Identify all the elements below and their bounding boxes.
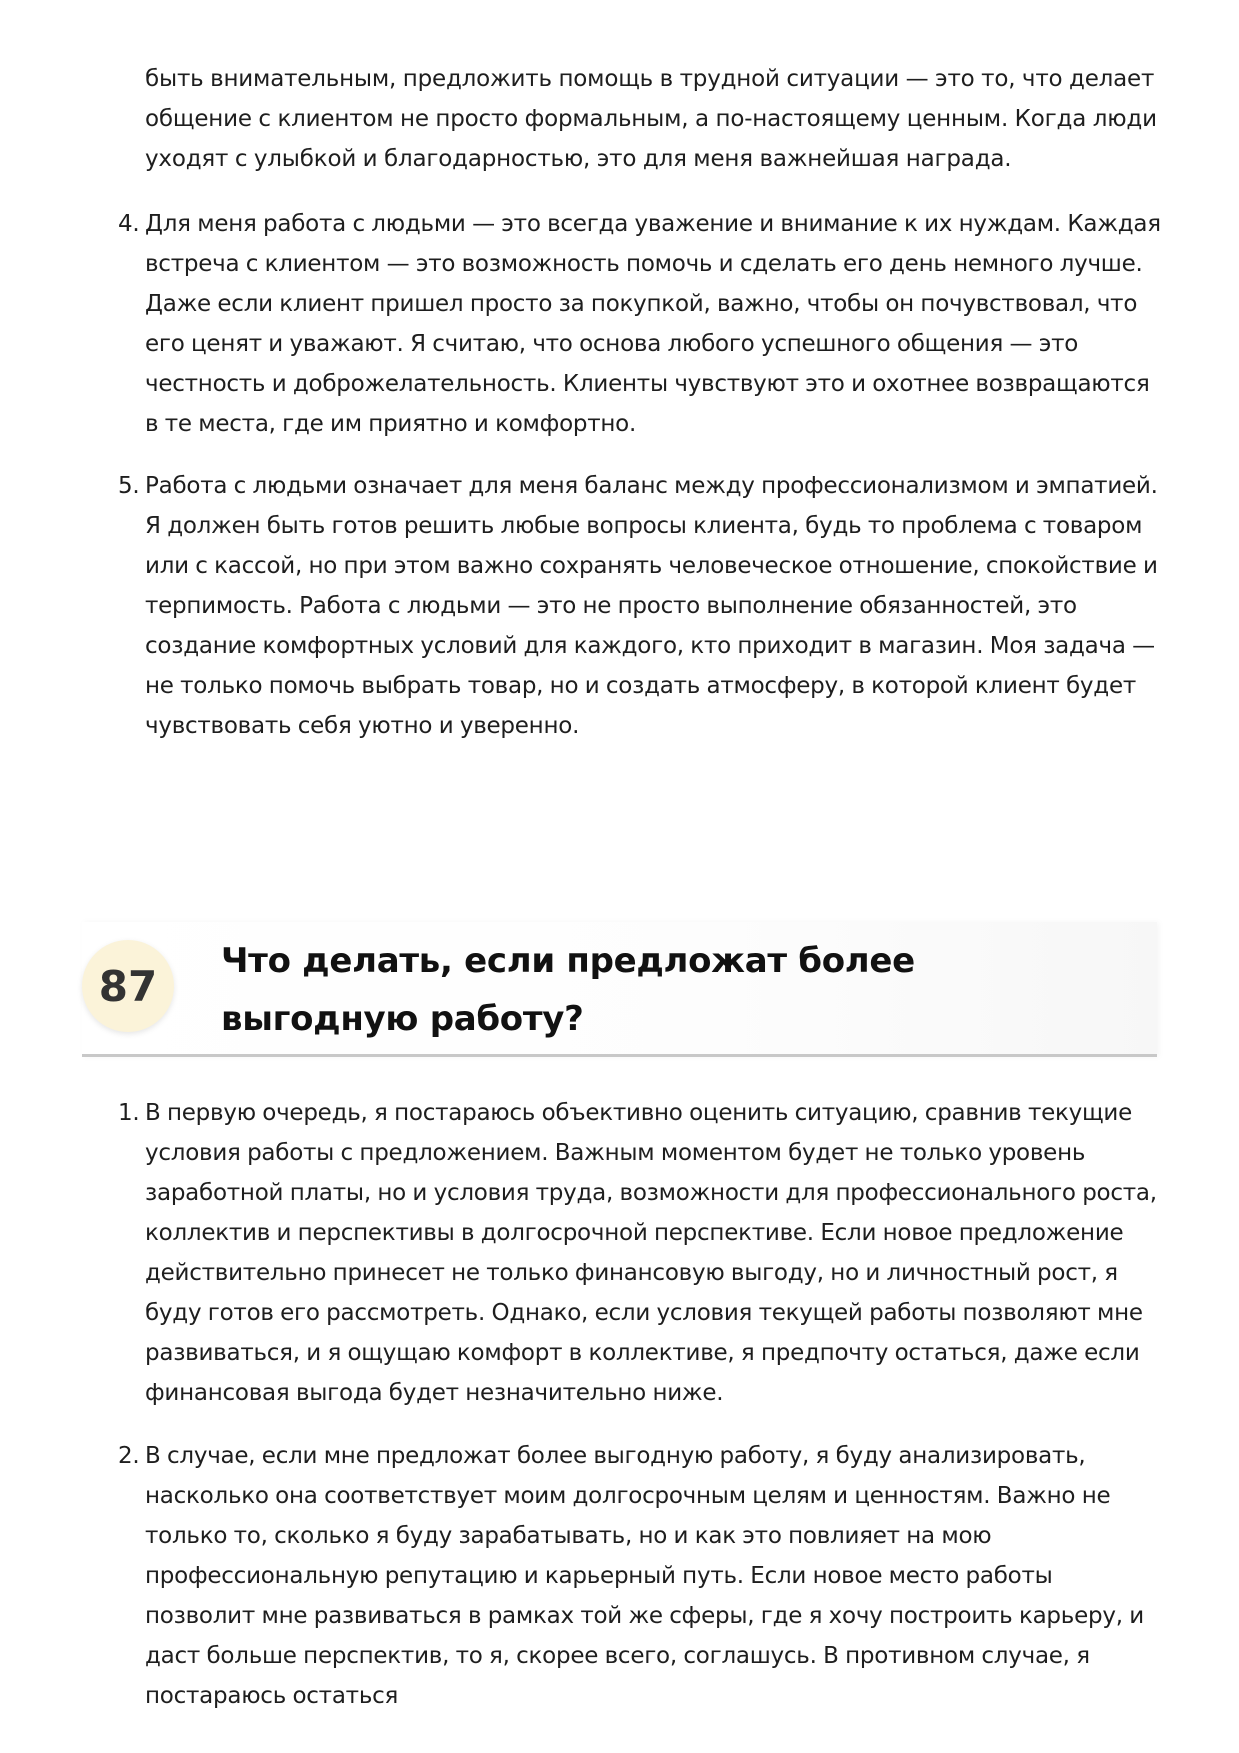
list-item-text: Работа с людьми означает для меня баланс между профессионализмом и эмпатией. Я должен быть готов решить любые вопросы клиента, будь то проблема с товаром или с кассой, но при этом важно сохранять человеческое отношение, спокойствие и терпимость. Работа с людьми — это не просто выполнение обязанностей, это создание комфортных условий для каждого, кто приходит в магазин. Моя задача — не только помочь выбрать товар, но и создать атмосферу, в которой клиент будет чувствовать себя уютно и уверенно. — [145, 473, 1158, 739]
list-item-text: В первую очередь, я постараюсь объективно оценить ситуацию, сравнив текущие условия работы с предложением. Важным моментом будет не только уровень заработной платы, но и условия труда, возможности для профессионального роста, коллектив и перспективы в долгосрочной перспективе. Если новое предложение действительно принесет не только финансовую выгоду, но и личностный рост, я буду готов его рассмотреть. Однако, если условия текущей работы позволяют мне развиваться, и я ощущаю комфорт в коллективе, я предпочту остаться, даже если финансовая выгода будет незначительно ниже. — [145, 1100, 1157, 1406]
list-item — [118, 204, 1163, 444]
question-number-badge: 87 — [82, 940, 174, 1032]
list-item — [118, 1436, 1163, 1716]
list-item-number: 4. — [118, 211, 140, 237]
list-item-number: 2. — [118, 1443, 140, 1469]
list-item-number: 1. — [118, 1100, 140, 1126]
continued-paragraph: быть внимательным, предложить помощь в трудной ситуации — это то, что делает общение с клиентом не просто формальным, а по-настоящему ценным. Когда люди уходят с улыбкой и благодарностью, это для меня важнейшая награда. — [145, 66, 1157, 172]
section-title: Что делать, если предложат более выгодную работу? — [221, 941, 915, 1039]
list-item — [118, 1093, 1163, 1413]
list-item — [118, 466, 1163, 746]
list-item-number: 5. — [118, 473, 140, 499]
list-item-text: В случае, если мне предложат более выгодную работу, я буду анализировать, насколько она соответствует моим долгосрочным целям и ценностям. Важно не только то, сколько я буду зарабатывать, но и как это повлияет на мою профессиональную репутацию и карьерный путь. Если новое место работы позволит мне развиваться в рамках той же сферы, где я хочу построить карьеру, и даст больше перспектив, то я, скорее всего, соглашусь. В противном случае, я постараюсь остаться — [145, 1443, 1144, 1709]
list-item-text: Для меня работа с людьми — это всегда уважение и внимание к их нуждам. Каждая встреча с клиентом — это возможность помочь и сделать его день немного лучше. Даже если клиент пришел просто за покупкой, важно, чтобы он почувствовал, что его ценят и уважают. Я считаю, что основа любого успешного общения — это честность и доброжелательность. Клиенты чувствуют это и охотнее возвращаются в те места, где им приятно и комфортно. — [145, 211, 1161, 437]
